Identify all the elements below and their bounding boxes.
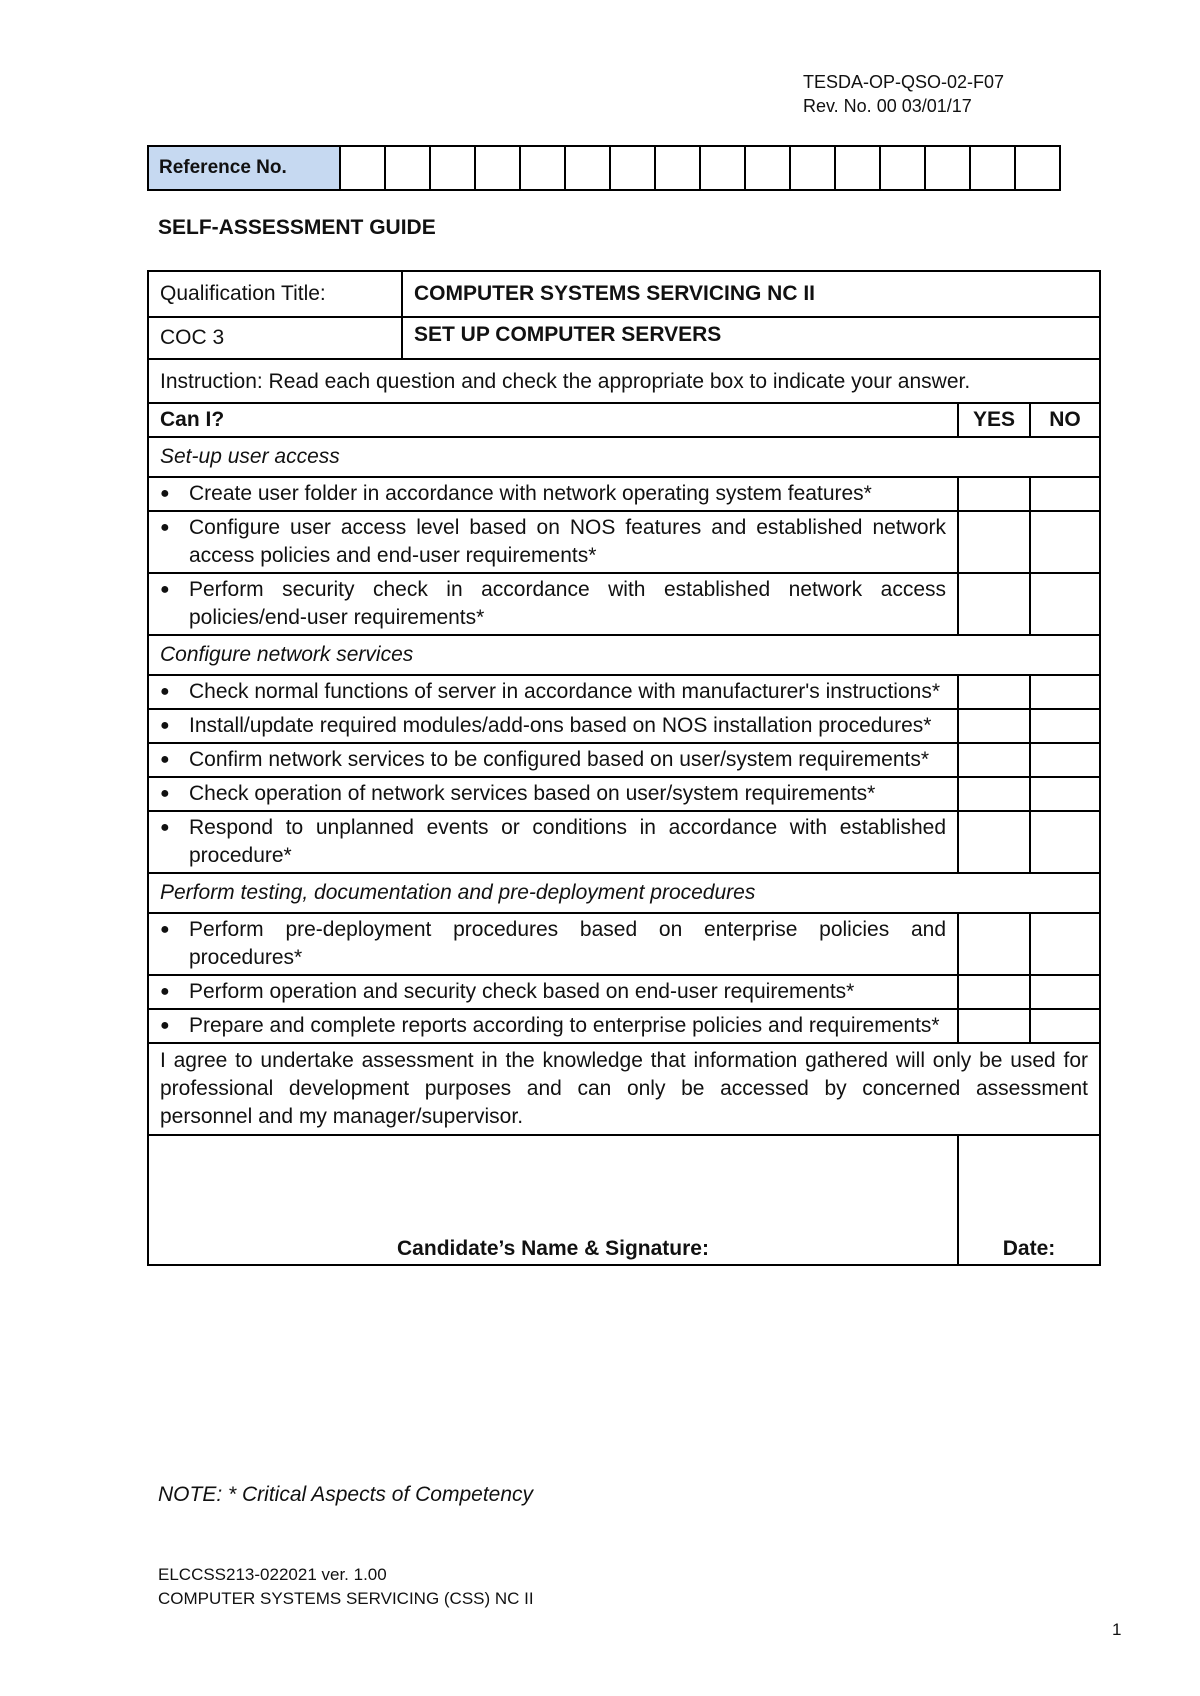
reference-digit-box[interactable] (610, 146, 655, 190)
checklist-item (148, 975, 1100, 1009)
checklist-item (148, 913, 1100, 975)
checklist-item (148, 1009, 1100, 1043)
question-column-header: Can I? (148, 403, 958, 437)
signature-row (148, 1135, 1100, 1265)
no-checkbox[interactable] (1030, 913, 1100, 975)
document-code (803, 70, 1004, 118)
section-title: Configure network services (148, 635, 1100, 675)
reference-number-table (147, 145, 1061, 191)
reference-digit-box[interactable] (385, 146, 430, 190)
question-text: Perform operation and security check based on end-user requirements* (189, 980, 855, 1003)
question-cell (148, 975, 958, 1009)
reference-digit-box[interactable] (655, 146, 700, 190)
question-text: Prepare and complete reports according to enterprise policies and requirements* (189, 1014, 940, 1037)
assessment-table (147, 270, 1101, 1266)
reference-digit-box[interactable] (790, 146, 835, 190)
bullet-icon: ● (160, 751, 170, 768)
no-column-header: NO (1030, 403, 1100, 437)
bullet-icon: ● (160, 983, 170, 1000)
no-checkbox[interactable] (1030, 675, 1100, 709)
question-cell (148, 811, 958, 873)
instruction-text: Instruction: Read each question and check the appropriate box to indicate your answer. (148, 359, 1100, 403)
no-checkbox[interactable] (1030, 573, 1100, 635)
yes-checkbox[interactable] (958, 913, 1030, 975)
coc-row (148, 317, 1100, 359)
checklist-item (148, 573, 1100, 635)
coc-value: SET UP COMPUTER SERVERS (402, 317, 1100, 359)
question-text: Check operation of network services based on user/system requirements* (189, 782, 876, 805)
question-cell (148, 743, 958, 777)
footer-qualification: COMPUTER SYSTEMS SERVICING (CSS) NC II (158, 1589, 534, 1608)
checklist-item (148, 477, 1100, 511)
question-text: Respond to unplanned events or conditions in accordance with established procedure* (189, 816, 946, 867)
question-cell (148, 709, 958, 743)
reference-digit-box[interactable] (340, 146, 385, 190)
section-row (148, 635, 1100, 675)
yes-checkbox[interactable] (958, 777, 1030, 811)
reference-digit-box[interactable] (430, 146, 475, 190)
instruction-row (148, 359, 1100, 403)
footer-document-id: ELCCSS213-022021 ver. 1.00 (158, 1565, 387, 1584)
yes-checkbox[interactable] (958, 675, 1030, 709)
page-footer (158, 1563, 534, 1611)
bullet-icon: ● (160, 921, 170, 938)
reference-digit-box[interactable] (880, 146, 925, 190)
section-row (148, 873, 1100, 913)
yes-column-header: YES (958, 403, 1030, 437)
no-checkbox[interactable] (1030, 477, 1100, 511)
revision-number: Rev. No. 00 03/01/17 (803, 96, 972, 116)
page-title: SELF-ASSESSMENT GUIDE (158, 216, 436, 239)
date-label: Date: (1002, 1237, 1056, 1260)
checklist-item (148, 709, 1100, 743)
coc-label: COC 3 (148, 317, 402, 359)
section-title: Set-up user access (148, 437, 1100, 477)
candidate-signature-label: Candidate’s Name & Signature: (397, 1237, 709, 1260)
question-cell (148, 1009, 958, 1043)
bullet-icon: ● (160, 683, 170, 700)
form-code: TESDA-OP-QSO-02-F07 (803, 72, 1005, 92)
date-field[interactable] (958, 1135, 1100, 1265)
agreement-row (148, 1043, 1100, 1135)
bullet-icon: ● (160, 819, 170, 836)
candidate-signature-field[interactable] (148, 1135, 958, 1265)
bullet-icon: ● (160, 519, 170, 536)
question-cell (148, 777, 958, 811)
reference-digit-box[interactable] (835, 146, 880, 190)
question-cell (148, 573, 958, 635)
column-header-row (148, 403, 1100, 437)
bullet-icon: ● (160, 1017, 170, 1034)
question-text: Perform security check in accordance with established network access policies/end-user requirements* (189, 578, 946, 629)
qualification-label: Qualification Title: (148, 271, 402, 317)
reference-digit-box[interactable] (700, 146, 745, 190)
bullet-icon: ● (160, 581, 170, 598)
reference-digit-box[interactable] (925, 146, 970, 190)
section-row (148, 437, 1100, 477)
no-checkbox[interactable] (1030, 777, 1100, 811)
yes-checkbox[interactable] (958, 511, 1030, 573)
no-checkbox[interactable] (1030, 811, 1100, 873)
bullet-icon: ● (160, 485, 170, 502)
question-text: Confirm network services to be configured based on user/system requirements* (189, 748, 930, 771)
question-cell (148, 675, 958, 709)
question-text: Configure user access level based on NOS features and established network access policies and end-user requirements* (189, 516, 946, 567)
question-cell (148, 477, 958, 511)
yes-checkbox[interactable] (958, 1009, 1030, 1043)
bullet-icon: ● (160, 717, 170, 734)
no-checkbox[interactable] (1030, 511, 1100, 573)
page-number: 1 (1112, 1620, 1122, 1639)
no-checkbox[interactable] (1030, 743, 1100, 777)
question-text: Check normal functions of server in accordance with manufacturer's instructions* (189, 680, 941, 703)
qualification-value: COMPUTER SYSTEMS SERVICING NC II (402, 271, 1100, 317)
yes-checkbox[interactable] (958, 975, 1030, 1009)
checklist-item (148, 811, 1100, 873)
checklist-item (148, 511, 1100, 573)
qualification-row (148, 271, 1100, 317)
question-text: Perform pre-deployment procedures based on enterprise policies and procedures* (189, 918, 946, 969)
checklist-item (148, 777, 1100, 811)
checklist-item (148, 675, 1100, 709)
bullet-icon: ● (160, 785, 170, 802)
reference-label: Reference No. (148, 146, 340, 190)
no-checkbox[interactable] (1030, 1009, 1100, 1043)
checklist-item (148, 743, 1100, 777)
agreement-text: I agree to undertake assessment in the knowledge that information gathered will only be used for professional development purposes and can only be accessed by concerned assessment personnel and my manager/supervisor. (148, 1043, 1100, 1135)
no-checkbox[interactable] (1030, 709, 1100, 743)
reference-digit-box[interactable] (745, 146, 790, 190)
question-text: Install/update required modules/add-ons based on NOS installation procedures* (189, 714, 932, 737)
critical-aspects-note: NOTE: * Critical Aspects of Competency (158, 1483, 534, 1506)
question-text: Create user folder in accordance with network operating system features* (189, 482, 872, 505)
yes-checkbox[interactable] (958, 573, 1030, 635)
no-checkbox[interactable] (1030, 975, 1100, 1009)
yes-checkbox[interactable] (958, 709, 1030, 743)
yes-checkbox[interactable] (958, 477, 1030, 511)
yes-checkbox[interactable] (958, 811, 1030, 873)
reference-digit-box[interactable] (970, 146, 1015, 190)
question-cell (148, 511, 958, 573)
section-title: Perform testing, documentation and pre-deployment procedures (148, 873, 1100, 913)
yes-checkbox[interactable] (958, 743, 1030, 777)
question-cell (148, 913, 958, 975)
reference-digit-box[interactable] (1015, 146, 1060, 190)
reference-digit-box[interactable] (520, 146, 565, 190)
reference-digit-box[interactable] (565, 146, 610, 190)
reference-digit-box[interactable] (475, 146, 520, 190)
